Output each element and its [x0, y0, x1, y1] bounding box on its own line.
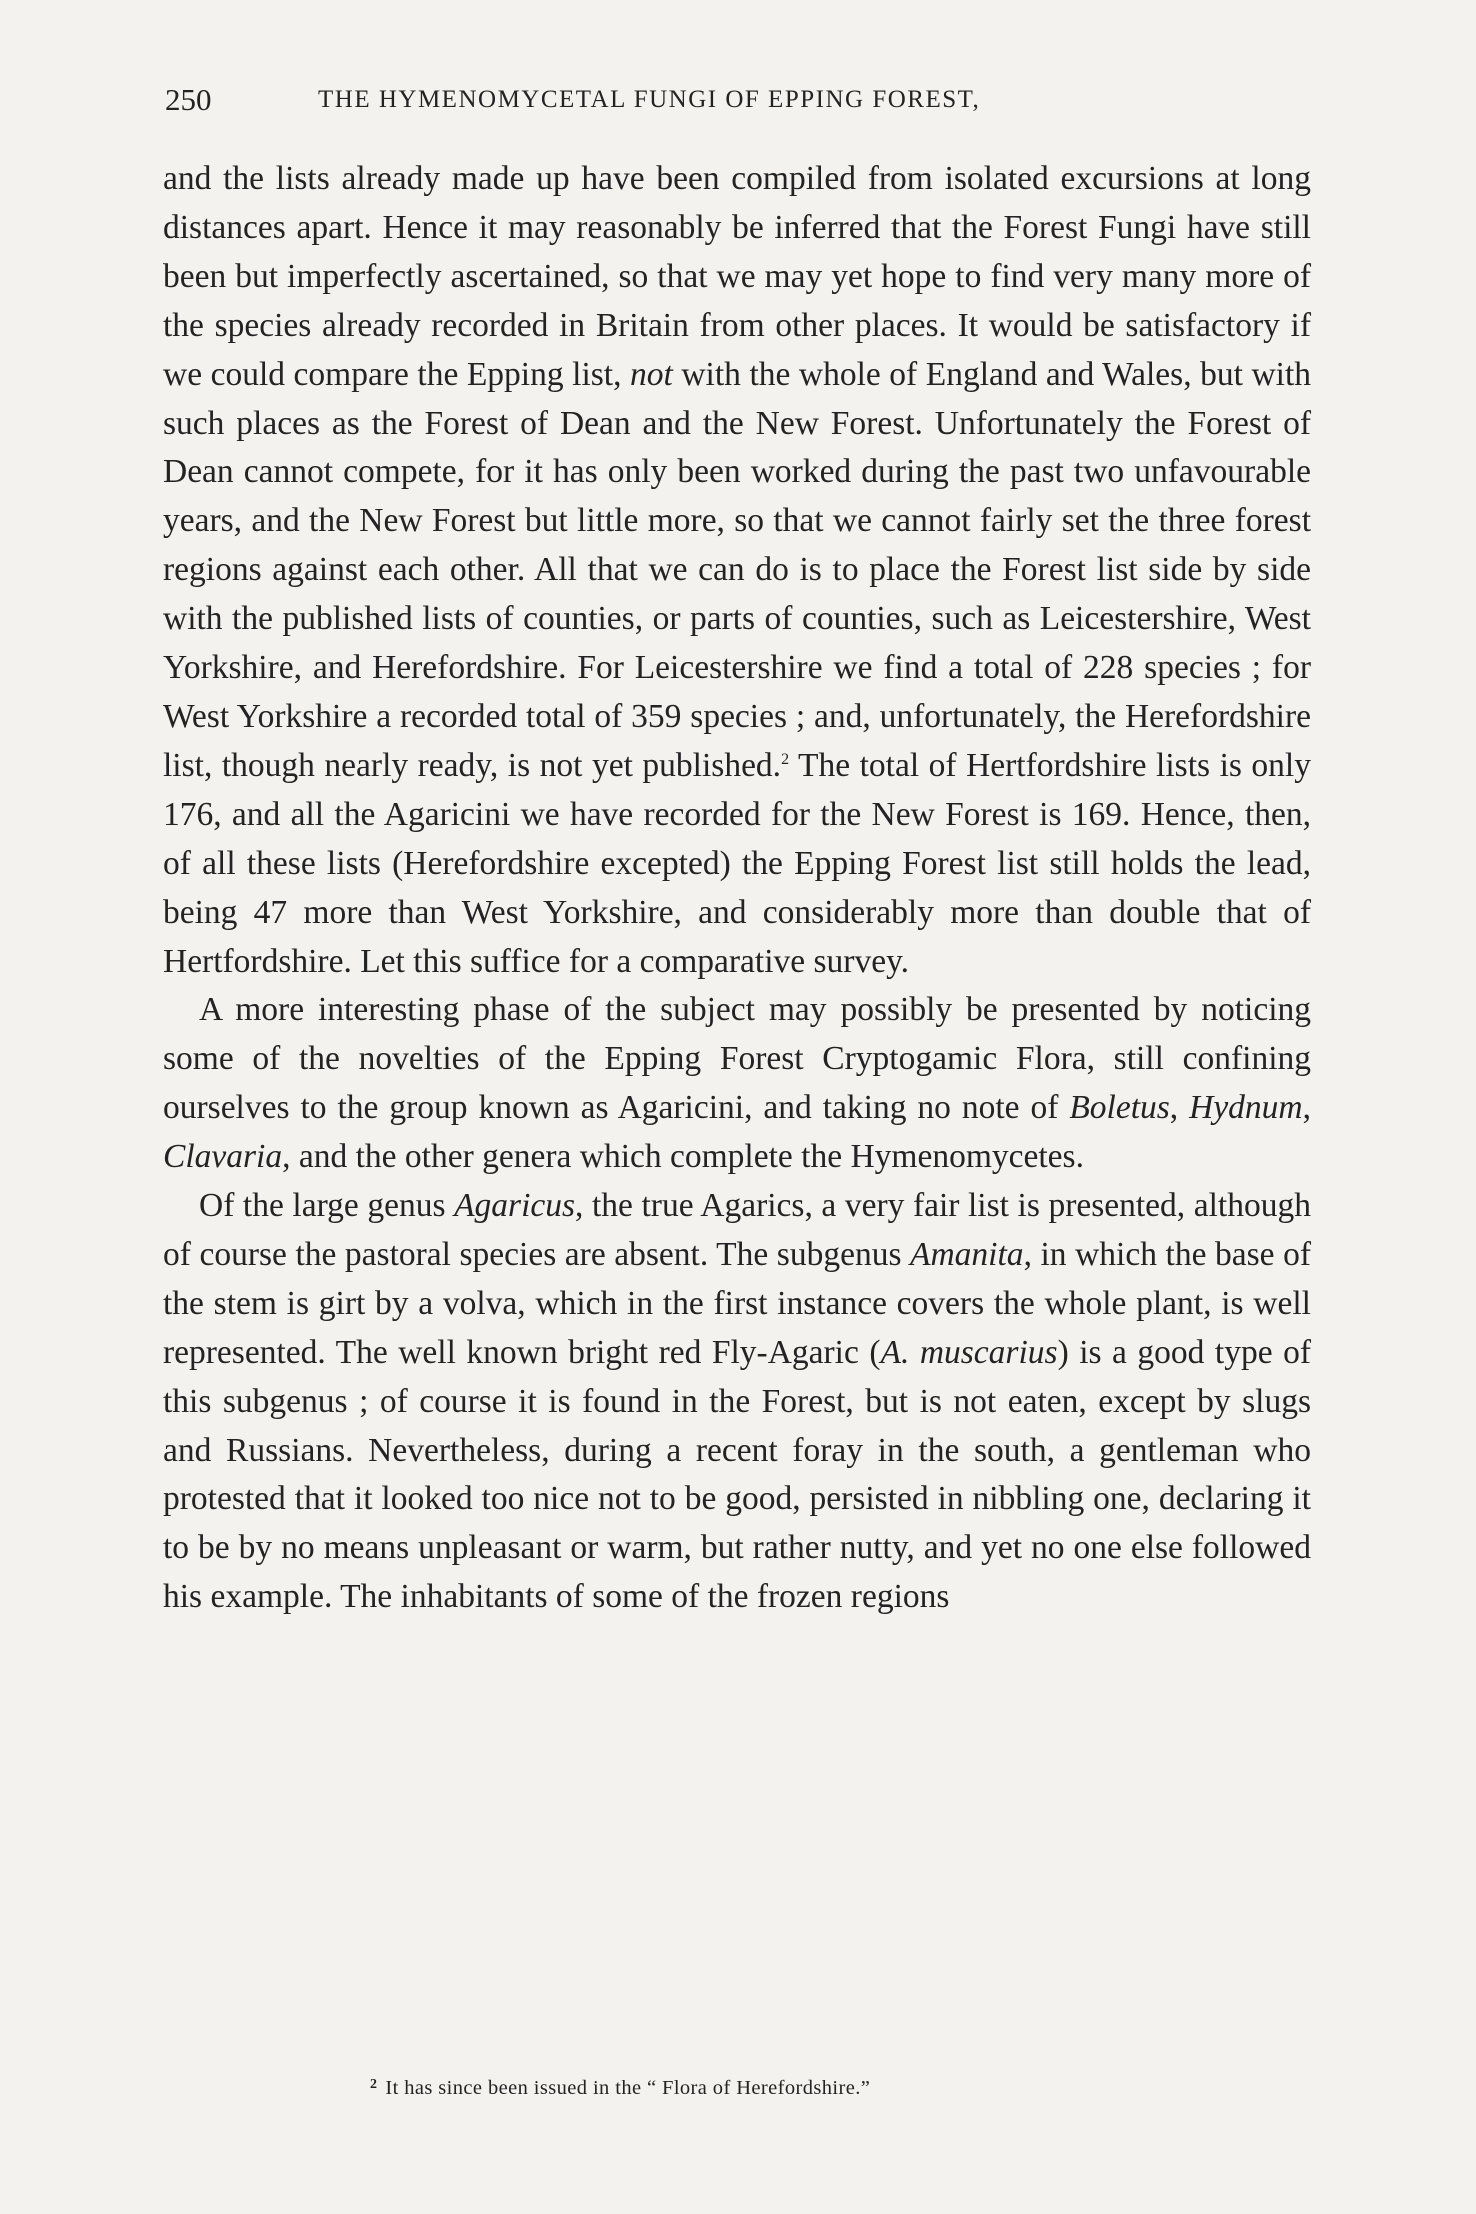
- text-span: ,: [1302, 1089, 1312, 1127]
- footnote-mark: 2: [370, 2077, 378, 2092]
- running-header: [165, 82, 1315, 132]
- page-number: 250: [165, 82, 212, 117]
- footnote: [370, 2077, 1130, 2100]
- footnote-reference: 2: [781, 750, 790, 768]
- italic-span: Amanita: [910, 1235, 1024, 1273]
- paragraph-1: [163, 155, 1311, 986]
- text-span: , and the other genera which complete the Hymenomycetes.: [282, 1138, 1084, 1176]
- italic-span: Hydnum: [1189, 1089, 1303, 1127]
- footnote-text: It has since been issued in the “ Flora of Herefordshire.”: [385, 2077, 871, 2099]
- italic-span: not: [630, 355, 673, 393]
- running-title: THE HYMENOMYCETAL FUNGI OF EPPING FOREST,: [318, 86, 981, 113]
- paragraph-3: [163, 1182, 1311, 1622]
- text-span: , in which the base of the stem is girt by a volva, which in the first instance covers the whole plant, is well represented. The well known bright red Fly-Agaric (: [163, 1235, 1311, 1371]
- text-span: ,: [1169, 1089, 1190, 1127]
- text-span: ) is a good type of this subgenus ; of course it is found in the Forest, but is not eaten, except by slugs and Russians. Nevertheless, during a recent foray in the south, a gentleman who protested that it looked too nice not to be good, persisted in nibbling one, declaring it to be by no means unpleasant or warm, but rather nutty, and yet no one else followed his example. The inhabitants of some of the frozen regions: [163, 1333, 1311, 1616]
- text-span: A more interesting phase of the subject may possibly be presented by noticing some of the novelties of the Epping Forest Cryptogamic Flora, still confining ourselves to the group known as Agaricini, and taking no note of: [163, 991, 1311, 1127]
- italic-span: Agaricus: [454, 1187, 576, 1225]
- text-span: with the whole of England and Wales, but with such places as the Forest of Dean and the New Forest. Unfortunately the Forest of Dean cannot compete, for it has only been worked during the past two unfavourable years, and the New Forest but little more, so that we cannot fairly set the three forest regions against each other. All that we can do is to place the Forest list side by side with the published lists of counties, or parts of counties, such as Leicestershire, West Yorkshire, and Herefordshire. For Leicestershire we find a total of 228 species ; for West Yorkshire a recorded total of 359 species ; and, unfortunately, the Herefordshire list, though nearly ready, is not yet published.: [163, 355, 1312, 784]
- italic-span: Clavaria: [163, 1138, 283, 1176]
- text-span: , the true Agarics, a very fair list is presented, although of course the pastoral species are absent. The subgenus: [163, 1187, 1311, 1273]
- italic-span: Boletus: [1069, 1089, 1170, 1127]
- italic-span: A. muscarius: [880, 1333, 1058, 1371]
- text-span: and the lists already made up have been compiled from isolated excursions at long distances apart. Hence it may reasonably be inferred that the Forest Fungi have still been but imperfectly ascertained, so that we may yet hope to find very many more of the species already recorded in Britain from other places. It would be satisfactory if we could compare the Epping list,: [163, 160, 1311, 393]
- text-span: The total of Hertfordshire lists is only 176, and all the Agaricini we have recorded for the New Forest is 169. Hence, then, of all these lists (Herefordshire excepted) the Epping Forest list still holds the lead, being 47 more than West Yorkshire, and considerably more than double that of Hertfordshire. Let this suffice for a comparative survey.: [163, 746, 1311, 980]
- paragraph-2: [163, 986, 1311, 1182]
- text-span: Of the large genus: [199, 1187, 455, 1225]
- body-text: [163, 155, 1311, 1622]
